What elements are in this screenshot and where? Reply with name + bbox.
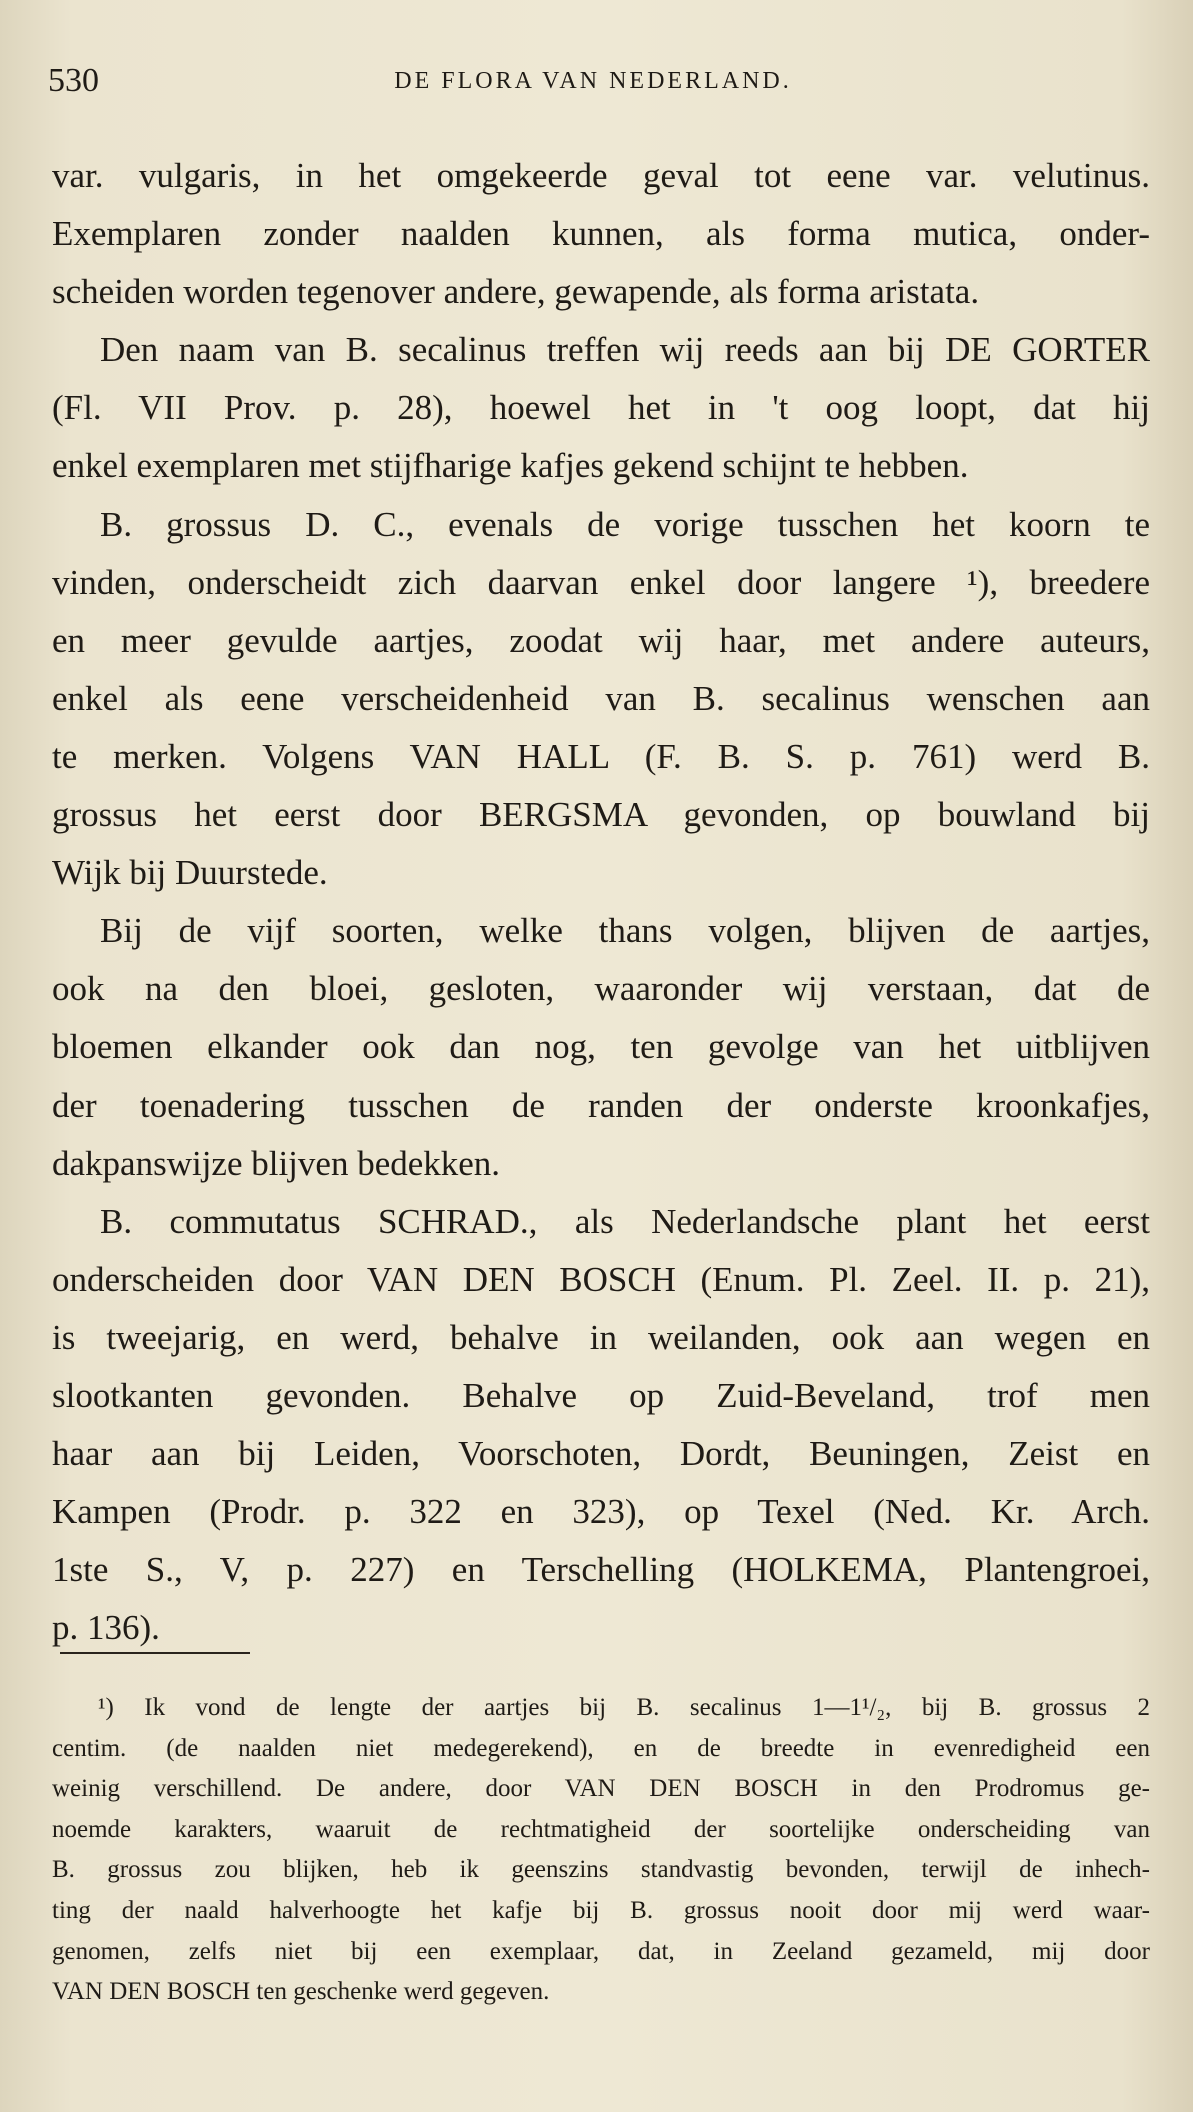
- body-line: haar aan bij Leiden, Voorschoten, Dordt, Beuningen, Zeist en: [52, 1434, 1150, 1474]
- footnote: [52, 1688, 1150, 2013]
- footnote-separator: [60, 1652, 250, 1654]
- body-line: vinden, onderscheidt zich daarvan enkel door langere ¹), breedere: [52, 562, 1150, 602]
- body-line: is tweejarig, en werd, behalve in weilanden, ook aan wegen en: [52, 1317, 1150, 1357]
- body-line: enkel als eene verscheidenheid van B. secalinus wenschen aan: [52, 678, 1150, 718]
- body-line: B. grossus D. C., evenals de vorige tusschen het koorn te: [100, 504, 1150, 544]
- body-text: [52, 147, 1150, 1657]
- body-line: slootkanten gevonden. Behalve op Zuid-Beveland, trof men: [52, 1375, 1150, 1415]
- footnote-line: noemde karakters, waaruit de rechtmatigheid der soortelijke onderscheiding van: [52, 1815, 1150, 1843]
- body-line: en meer gevulde aartjes, zoodat wij haar, met andere auteurs,: [52, 620, 1150, 660]
- footnote-line: ting der naald halverhoogte het kafje bij B. grossus nooit door mij werd waar-: [52, 1896, 1150, 1924]
- body-line: B. commutatus SCHRAD., als Nederlandsche plant het eerst: [100, 1201, 1150, 1241]
- body-line: scheiden worden tegenover andere, gewapende, als forma aristata.: [52, 272, 980, 312]
- body-line: var. vulgaris, in het omgekeerde geval tot eene var. velutinus.: [52, 156, 1150, 195]
- body-line: Wijk bij Duurstede.: [52, 853, 328, 893]
- running-head: DE FLORA VAN NEDERLAND.: [394, 68, 792, 94]
- footnote-line: B. grossus zou blijken, heb ik geenszins standvastig bevonden, terwijl de inhech-: [52, 1856, 1150, 1884]
- body-line: onderscheiden door VAN DEN BOSCH (Enum. Pl. Zeel. II. p. 21),: [52, 1259, 1150, 1299]
- page-number: 530: [48, 62, 99, 99]
- footnote-line: VAN DEN BOSCH ten geschenke werd gegeven.: [52, 1978, 550, 2006]
- footnote-line: genomen, zelfs niet bij een exemplaar, dat, in Zeeland gezameld, mij door: [52, 1937, 1150, 1965]
- body-line: ook na den bloei, gesloten, waaronder wij verstaan, dat de: [52, 969, 1150, 1009]
- footnote-line: weinig verschillend. De andere, door VAN DEN BOSCH in den Prodromus ge-: [52, 1775, 1150, 1803]
- body-line: 1ste S., V, p. 227) en Terschelling (HOLKEMA, Plantengroei,: [52, 1550, 1150, 1590]
- body-line: dakpanswijze blijven bedekken.: [52, 1143, 501, 1183]
- page-header: [48, 56, 1138, 106]
- body-line: grossus het eerst door BERGSMA gevonden, op bouwland bij: [52, 795, 1150, 835]
- footnote-line: centim. (de naalden niet medegerekend), en de breedte in evenredigheid een: [52, 1734, 1150, 1762]
- body-line: (Fl. VII Prov. p. 28), hoewel het in 't oog loopt, dat hij: [52, 388, 1150, 428]
- footnote-line: ¹) Ik vond de lengte der aartjes bij B. secalinus 1—1¹/₂, bij B. grossus 2: [98, 1694, 1150, 1721]
- body-line: bloemen elkander ook dan nog, ten gevolge van het uitblijven: [52, 1027, 1150, 1067]
- body-line: p. 136).: [52, 1608, 160, 1648]
- body-line: Kampen (Prodr. p. 322 en 323), op Texel (Ned. Kr. Arch.: [52, 1492, 1150, 1532]
- body-line: Den naam van B. secalinus treffen wij reeds aan bij DE GORTER: [100, 330, 1150, 370]
- body-line: der toenadering tusschen de randen der onderste kroonkafjes,: [52, 1085, 1150, 1125]
- body-line: enkel exemplaren met stijfharige kafjes gekend schijnt te hebben.: [52, 446, 969, 486]
- body-line: te merken. Volgens VAN HALL (F. B. S. p. 761) werd B.: [52, 736, 1150, 776]
- body-line: Exemplaren zonder naalden kunnen, als forma mutica, onder-: [52, 214, 1150, 254]
- body-line: Bij de vijf soorten, welke thans volgen, blijven de aartjes,: [100, 911, 1150, 951]
